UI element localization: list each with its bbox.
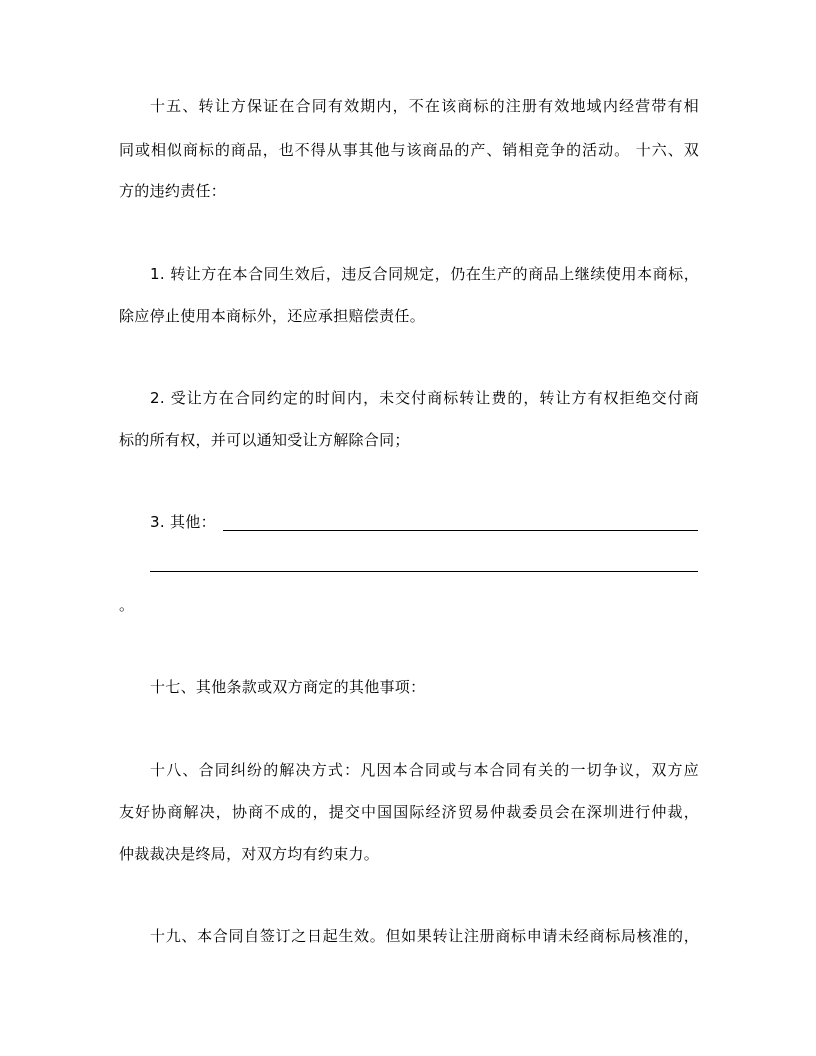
clause-18-line-1: 十八、合同纠纷的解决方式：凡因本合同或与本合同有关的一切争议，双方应 xyxy=(150,761,699,779)
clause-19-line-1: 十九、本合同自签订之日起生效。但如果转让注册商标申请未经商标局核准的， xyxy=(150,927,699,945)
clause-15-line-2: 同或相似商标的商品，也不得从事其他与该商品的产、销相竞争的活动。 十六、双 xyxy=(119,141,699,159)
clause-16-heading: 方的违约责任： xyxy=(119,182,227,200)
clause-16-item-2-line-2: 标的所有权，并可以通知受让方解除合同； xyxy=(119,431,410,449)
clause-16-item-2-line-1: 2. 受让方在合同约定的时间内，未交付商标转让费的，转让方有权拒绝交付商 xyxy=(150,389,699,407)
clause-16-item-1-line-1: 1. 转让方在本合同生效后，违反合同规定，仍在生产的商品上继续使用本商标， xyxy=(150,265,699,283)
clause-17: 十七、其他条款或双方商定的其他事项： xyxy=(150,678,426,696)
clause-18-line-3: 仲裁裁决是终局，对双方均有约束力。 xyxy=(119,845,380,863)
fill-in-blank-line-2 xyxy=(150,571,698,572)
clause-18-line-2: 友好协商解决，协商不成的，提交中国国际经济贸易仲裁委员会在深圳进行仲裁， xyxy=(119,803,699,821)
clause-16-item-3-label: 3. 其他： xyxy=(150,513,216,531)
clause-16-item-3-end-mark: 。 xyxy=(119,596,135,614)
clause-16-item-1-line-2: 除应停止使用本商标外，还应承担赔偿责任。 xyxy=(119,307,426,325)
clause-15-line-1: 十五、转让方保证在合同有效期内，不在该商标的注册有效地域内经营带有相 xyxy=(150,97,699,115)
fill-in-blank-line-1 xyxy=(223,530,698,531)
